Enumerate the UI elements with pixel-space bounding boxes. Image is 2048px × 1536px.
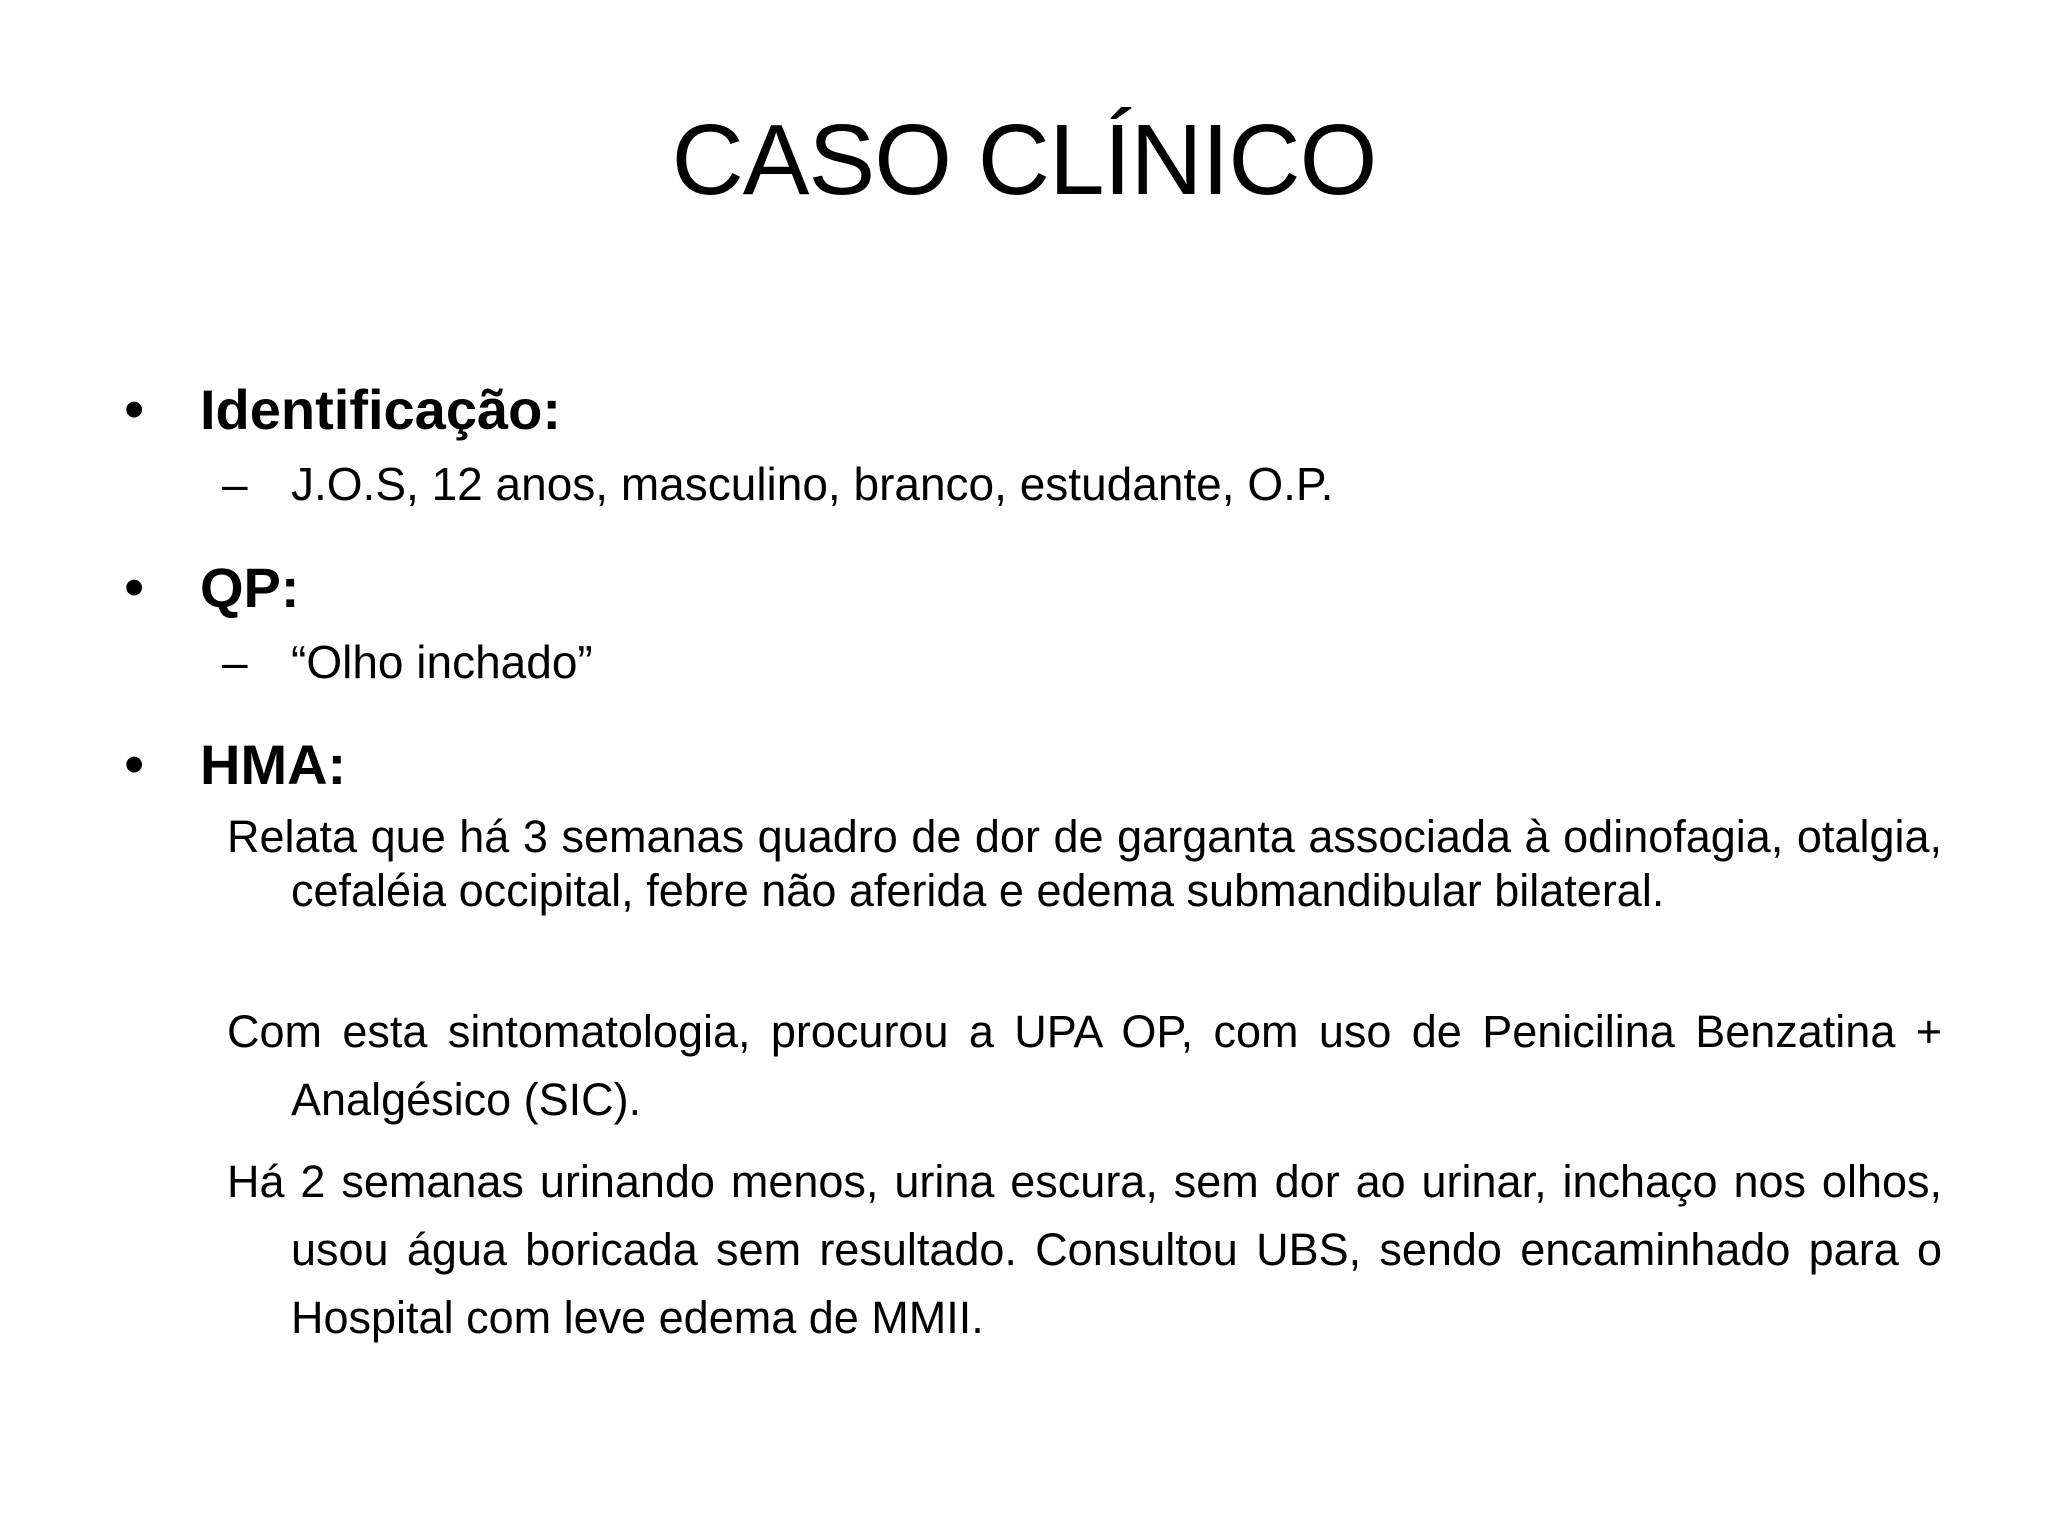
hma-paragraph: Há 2 semanas urinando menos, urina escura, sem dor ao urinar, inchaço nos olhos, usou água boricada sem resultado. Consultou UBS, sendo encaminhado para o Hospital com leve edema de MMII. xyxy=(227,1156,1942,1343)
hma-paragraph: Com esta sintomatologia, procurou a UPA OP, com uso de Penicilina Benzatina + Analgésico (SIC). xyxy=(227,1006,1942,1125)
dash-icon: – xyxy=(222,458,248,510)
bullet-icon: • xyxy=(124,555,145,620)
sub-item-text: J.O.S, 12 anos, masculino, branco, estudante, O.P. xyxy=(291,458,1334,510)
slide-title: CASO CLÍNICO xyxy=(671,104,1377,216)
section-heading: QP: xyxy=(200,556,300,619)
section-identificacao xyxy=(0,370,2048,450)
dash-icon: – xyxy=(222,636,248,688)
section-qp xyxy=(0,548,2048,628)
sub-item xyxy=(0,632,2048,692)
hma-paragraph: Relata que há 3 semanas quadro de dor de garganta associada à odinofagia, otalgia, cefaléia occipital, febre não aferida e edema submandibular bilateral. xyxy=(227,811,1942,916)
section-heading: Identificação: xyxy=(200,378,561,441)
section-heading: HMA: xyxy=(200,733,347,796)
bullet-icon: • xyxy=(124,377,145,442)
bullet-icon: • xyxy=(124,732,145,797)
sub-item-text: “Olho inchado” xyxy=(291,636,593,688)
section-hma xyxy=(0,725,2048,805)
sub-item xyxy=(0,454,2048,514)
